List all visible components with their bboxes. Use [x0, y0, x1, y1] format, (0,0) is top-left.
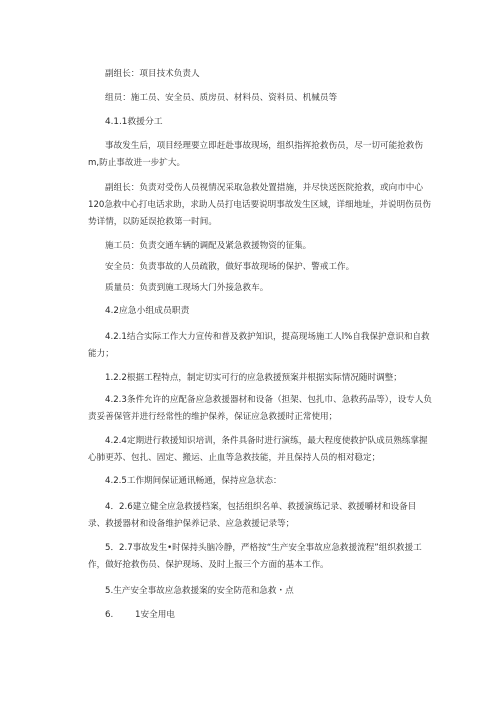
- paragraph-4-2-4: 4.2.4定期进行救援知识培训，条件具备时进行演练，最大程度使救护队成员熟练掌握心肺更苏、包扎、固定、搬运、止血等急救技能，并且保持人员的相对稳定；: [88, 436, 428, 463]
- paragraph-deputy-leader: 副组长：项目技术负责人: [105, 69, 200, 79]
- heading-5: 5.生产安全事故应急救援案的安全防范和急救・点: [105, 586, 294, 596]
- heading-4-1-1: 4.1.1救援分工: [105, 117, 163, 127]
- paragraph-construction-staff: 施工员：负责交通车辆的调配及紧急救援物资的征集。: [105, 241, 312, 251]
- paragraph-5-2-7: 5．2.7事故发生•时保持头脑冷静，严格按“生产安全事故应急救援流程”组织救援工作，做好抢救伤员、保护现场、及时上报三个方面的基本工作。: [88, 543, 422, 570]
- paragraph-4-2-5: 4.2.5工作期间保证通讯畅通，保持应急状态：: [105, 476, 282, 486]
- paragraph-4-2-6: 4．2.6建立健全应急救援档案，包括组织名单、救援演练记录、救援嚼材和设备目录、救援器材和设备维护保养记录、应急救援记录等；: [88, 502, 417, 529]
- paragraph-members: 组员：施工员、安全员、质房员、材料员、资料员、机械员等: [105, 93, 338, 103]
- paragraph-4-2-1: 4.2.1结合实际工作大力宣传和普及救护知识，提高现场施工人l%自我保护意识和自救能力；: [88, 332, 430, 359]
- paragraph-1-2-2: 1.2.2根据工程特点，制定切实可行的应急救援预案并根据实际情况随时调整；: [105, 373, 402, 383]
- paragraph-quality-officer: 质量员：负责到施工现场大门外接急救车。: [105, 283, 269, 293]
- heading-6-1: 6. 1安全用电: [105, 610, 175, 620]
- paragraph-safety-officer: 安全员：负责事故的人员疏散，做好事故现场的保护、警戒工作。: [105, 262, 355, 272]
- heading-4-2: 4.2应急小组成员职责: [105, 306, 190, 316]
- paragraph-deputy-duties: 副组长：负责对受伤人员视情况采取急救处置措施，并尽快送医院抢救，或向市中心120急救中心打电话求助，求助人员打电话要说明事故发生区域，详细地址，并说明伤员伤势详情，以防延误抢救第一时间。: [88, 183, 431, 227]
- paragraph-accident-occurs: 事故发生后，项目经理要立即赶赴事故现场，组织指挥抢救伤员，尽一切可能抢救伤m,防止事故进一步扩大。: [88, 141, 423, 168]
- paragraph-4-2-3: 4.2.3条件允许的应配备应急救援器材和设备（担架、包扎巾、急救药品等），设专人负责妥善保管并进行经常性的维护保养，保证应急救援时正常使用；: [88, 395, 432, 422]
